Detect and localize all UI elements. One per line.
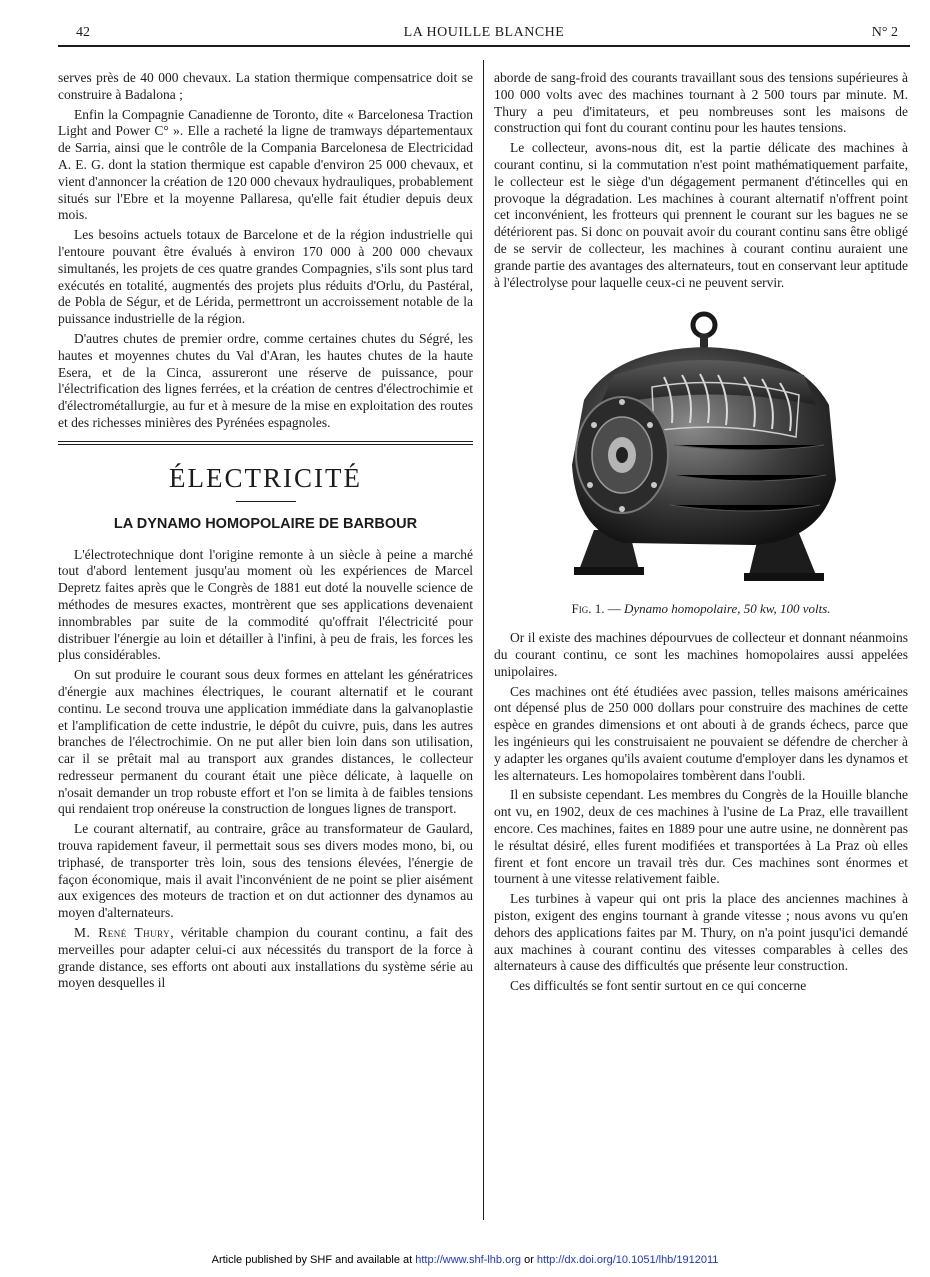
- publication-footer: [0, 1254, 930, 1266]
- paragraph: Les turbines à vapeur qui ont pris la place des anciennes machines à piston, exigent des engins tournant à grande vitesse ; nous avons vu qu'en dehors des applications faites par M. Thury, on n'a point jusqu'ici demandé aux machines à courant continu des vitesses comparables à celles des alternateurs à cause des difficultés que présente leur construction.: [494, 891, 908, 974]
- paragraph-text: , véritable champion du courant continu, a fait des merveilles pour adapter celui-ci aux nécessités du transport de la force à grande distance, ses efforts ont abouti aux installations du système série au moyen desquelles il: [58, 925, 473, 991]
- paragraph: Le collecteur, avons-nous dit, est la partie délicate des machines à courant continu, si la commutation n'est point mathématiquement parfaite, le collecteur est le siège d'un dégagement permanent d'étincelles qui en provoque la dégradation. Les machines à courant alternatif n'offrent point cet inconvénient, les frotteurs qui prennent le courant sur les bagues ne se détériorent pas. Si donc on pouvait avoir du courant continu sans être obligé de se servir de collecteur, les machines à courant continu auraient une grande partie des avantages des alternateurs, tout en conservant leur aptitude à l'électrolyse pour laquelle ceux-ci ne peuvent servir.: [494, 140, 908, 290]
- paragraph: Enfin la Compagnie Canadienne de Toronto, dite « Barcelonesa Traction Light and Power C° ». Elle a racheté la ligne de tramways départementaux de Sarria, ainsi que le contrôle de la Compania Barcelonesa de Electricidad A. E. G. dont la station thermique est capable d'environ 25 000 chevaux, et vient d'annoncer la création de 120 000 chevaux hydrauliques, probablement situés sur l'Ebre et la moyenne Pallaresa, qu'elle fait étudier depuis deux mois.: [58, 106, 473, 223]
- issue-number: N° 2: [871, 25, 898, 40]
- caption-dash: —: [607, 601, 624, 617]
- paragraph: D'autres chutes de premier ordre, comme certaines chutes du Ségré, les hautes et moyennes chutes du Val d'Aran, les hautes chutes de la haute Esera, et de la Cinca, assureront une réserve de puissance, pour l'électrification des lignes ferrées, et la création de centres d'électrochimie et d'électrométallurgie, au fur et à mesure de la mise en exploitation des routes et des richesses minières des Pyrénées espagnoles.: [58, 330, 473, 430]
- figure-dynamo: [494, 305, 908, 595]
- right-column: [494, 70, 908, 998]
- running-head: [58, 22, 910, 44]
- footer-middle: or: [521, 1254, 537, 1266]
- shf-link[interactable]: http://www.shf-lhb.org: [415, 1254, 522, 1266]
- paragraph: Ces difficultés se font sentir surtout en ce qui concerne: [510, 978, 807, 994]
- doi-link[interactable]: http://dx.doi.org/10.1051/lhb/1912011: [536, 1254, 719, 1266]
- section-rule: [58, 441, 473, 445]
- paragraph: Les besoins actuels totaux de Barcelone et de la région industrielle qui l'entoure pouvant être évalués à environ 170 000 à 200 000 chevaux simultanés, les projets de ces quatre grandes Compagnies, s'ils sont plus tard exécutés en totalité, augmentés des projets plus réduits d'Orlu, du Pastéral, de Pobla de Ségur, et de Lérida, permettront un accroissement notable de la puissance industrielle de la région.: [58, 227, 473, 327]
- left-column: [58, 70, 473, 995]
- paragraph: On sut produire le courant sous deux formes en attelant les génératrices d'énergie aux machines électriques, le courant alternatif et le courant continu. Le second trouva une application immédiate dans la galvanoplastie et l'amplification de cette industrie, le dépôt du cuivre, puis, dans les autres branches de l'électrochimie. On ne put aller bien loin dans son utilisation, car il se prêtait mal au transport aux grandes distances, le collecteur redresseur permanent du courant était une pièce délicate, à laquelle on n'osait demander un trop robuste effort et l'on se limita à de faibles tensions qui rendaient trop onéreuse la construction de longues lignes de transport.: [58, 667, 473, 817]
- column-divider: [483, 60, 484, 1220]
- figure-caption: [494, 601, 908, 618]
- paragraph: Or il existe des machines dépourvues de collecteur et donnant néanmoins du courant continu, ce sont les machines homopolaires aussi appelées unipolaires.: [494, 630, 908, 679]
- paragraph: aborde de sang-froid des courants travaillant sous des tensions supérieures à 100 000 volts avec des machines tournant à 2 500 tours par minute. M. Thury a peu d'imitateurs, et peu nombreuses sont les maisons de construction qui font du courant continu pour les hautes tensions.: [494, 70, 908, 136]
- journal-title: LA HOUILLE BLANCHE: [403, 25, 565, 40]
- paragraph: [58, 925, 473, 992]
- paragraph: L'électrotechnique dont l'origine remonte à un siècle à peine a marché tout d'abord lentement jusqu'au moment où les expériences de Marcel Depretz faites après que le Congrès de 1881 eut doté la nouvelle science de méthodes de mesures exactes, montrèrent que ses applications devenaient innombrables par suite de la commodité qu'offrait l'électricité pour distribuer l'énergie au loin et détailler à l'infini, à peu de frais, les forces les plus considérables.: [58, 546, 473, 663]
- paragraph: Ces machines ont été étudiées avec passion, telles maisons américaines ont dépensé plus de 250 000 dollars pour construire des machines de cette espèce en grandes dimensions et ont abouti à de grands échecs, parce que les ingénieurs qui les construisaient ne pouvaient se défendre de chercher à y adapter les organes qu'ils avaient coutume d'employer dans les dynamos et les alternateurs. Les homopolaires tombèrent dans l'oubli.: [494, 683, 908, 783]
- page-number: 42: [76, 25, 90, 40]
- caption-text: Dynamo homopolaire, 50 kw, 100 volts.: [623, 601, 831, 617]
- person-name: M. René Thury: [74, 925, 171, 941]
- header-rule: [58, 45, 910, 47]
- paragraph: serves près de 40 000 chevaux. La station thermique compensatrice doit se construire à Badalona ;: [58, 70, 473, 102]
- figure-label: Fig. 1.: [571, 601, 605, 617]
- article-title: LA DYNAMO HOMOPOLAIRE DE BARBOUR: [113, 515, 418, 532]
- footer-prefix: Article published by SHF and available at: [211, 1254, 416, 1266]
- dynamo-illustration: [554, 305, 854, 595]
- title-rule: [236, 501, 296, 502]
- paragraph: Le courant alternatif, au contraire, grâce au transformateur de Gaulard, trouva rapidement faveur, il permettait sous ses divers modes mono, bi, ou triphasé, de transporter très loin, sous des tensions élevées, l'énergie de façon économique, mais il avait l'inconvénient de ne point se plier aisément aux exigences des moteurs de traction et on dut actionner des dynamos au moyen d'alternateurs.: [58, 821, 473, 921]
- paragraph: Il en subsiste cependant. Les membres du Congrès de la Houille blanche ont vu, en 1902, deux de ces machines à l'usine de La Praz, elle travaillent encore. Ces machines, faites en 1889 pour une autre usine, ne donnèrent pas le résultat désiré, elles furent modifiées et transportées à La Praz où elles firent et font encore un travail très dur. Ces machines sont énormes et tournent à une vitesse relativement faible.: [494, 787, 908, 887]
- section-title: ÉLECTRICITÉ: [169, 462, 362, 493]
